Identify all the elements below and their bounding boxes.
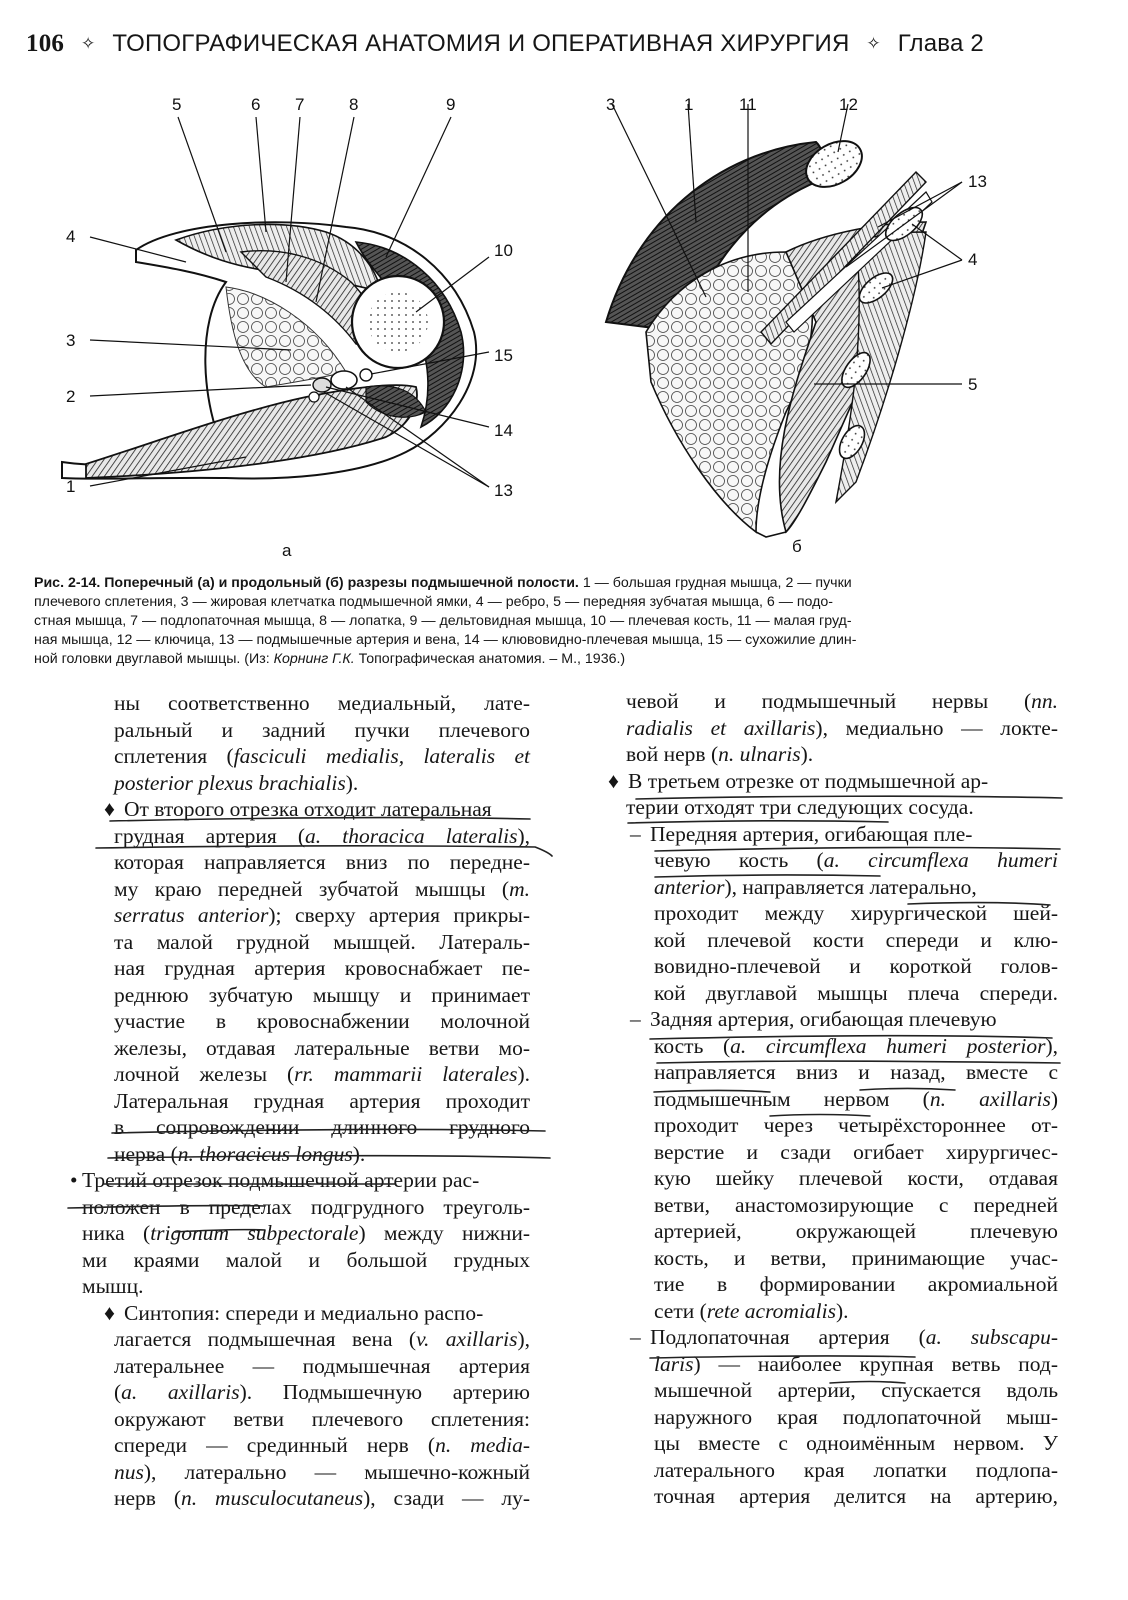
text-line: ♦ От второго отрезка отходит латеральная	[104, 797, 492, 821]
text-line: Латеральная грудная артерия проходит	[114, 1088, 530, 1113]
bullet-dash: –	[630, 1007, 641, 1031]
text-line: реднюю зубчатую мышцу и принимает	[114, 982, 530, 1007]
label-a-4: 4	[66, 227, 76, 246]
text-line: кую шейку плечевой кости, отдавая	[654, 1166, 1058, 1190]
caption-text: ная мышца, 12 — ключица, 13 — подмышечные артерия и вена, 14 — клювовидно-плечевая мышца, 15 — сухожилие длин-	[34, 632, 857, 648]
text-line: serratus anterior); сверху артерия прикры-	[114, 903, 530, 927]
text-line: му краю передней зубчатой мышцы (m.	[114, 876, 530, 901]
bullet-diamond: ♦	[104, 1300, 115, 1325]
text-line: posterior plexus brachialis).	[114, 770, 359, 795]
text-line: ника (trigonum subpectorale) между нижни-	[82, 1221, 531, 1245]
caption-text: 1 — большая грудная мышца, 2 — пучки	[578, 575, 852, 591]
header-separator-2: ✧	[866, 34, 881, 53]
text-line: кость, и ветви, принимающие учас-	[654, 1245, 1058, 1270]
text-line: ми краями малой и большой грудных	[82, 1247, 530, 1272]
text-line: латерального края лопатки подлопа-	[654, 1457, 1058, 1482]
text-line: проходит между хирургической шей-	[654, 901, 1058, 925]
text-line: чевую кость (a. circumflexa humeri	[654, 848, 1058, 872]
text-line: спереди — срединный нерв (n. media-	[114, 1433, 530, 1457]
panel-b-label: б	[792, 537, 802, 556]
text-line: ♦ В третьем отрезке от подмышечной ар-	[608, 768, 989, 793]
text-line: участие в кровоснабжении молочной	[114, 1009, 530, 1033]
text-line: radialis et axillaris), медиально — локте-	[626, 715, 1059, 740]
text-line: мышц.	[82, 1274, 144, 1298]
label-a-15: 15	[494, 346, 513, 365]
text-line: нерв (n. musculocutaneus), сзади — лу-	[114, 1486, 530, 1510]
label-b-4: 4	[968, 250, 978, 269]
panel-a-drawing	[62, 95, 513, 560]
text-line: подмышечным нервом (n. axillaris)	[654, 1086, 1058, 1111]
text-line: anterior), направляется латерально,	[654, 874, 977, 899]
text-line: окружают ветви плечевого сплетения:	[114, 1406, 530, 1431]
bullet-diamond: ♦	[104, 797, 115, 821]
caption-text: стная мышца, 7 — подлопаточная мышца, 8 — лопатка, 9 — дельтовидная мышца, 10 — плечевая кость, 11 — малая груд-	[34, 613, 852, 629]
label-b-11: 11	[739, 95, 757, 114]
text-line: которая направляется вниз по передне-	[114, 850, 530, 874]
text-line: кой двуглавой мышцы плеча спереди.	[654, 980, 1058, 1005]
text-line: кость (a. circumflexa humeri posterior),	[654, 1033, 1059, 1058]
label-b-3: 3	[606, 95, 616, 114]
header-separator: ✧	[80, 34, 96, 53]
text-line: точная артерия делится на артерию,	[654, 1484, 1058, 1508]
text-line: ветви, анастомозирующие с передней	[654, 1192, 1058, 1217]
bullet-dash: –	[630, 821, 641, 846]
label-b-12: 12	[839, 95, 858, 114]
page-number: 106	[26, 30, 65, 57]
caption-author: Корнинг Г.К.	[273, 651, 355, 667]
label-b-5: 5	[968, 375, 978, 394]
text-line: лагается подмышечная вена (v. axillaris),	[114, 1327, 530, 1351]
text-line: вовидно-плечевой и короткой голов-	[654, 954, 1058, 978]
text-line: нерва (n. thoracicus longus).	[114, 1141, 366, 1166]
text-line: верстие и сзади огибает хирургичес-	[654, 1139, 1058, 1164]
text-line: тие в формировании акромиальной	[654, 1272, 1058, 1296]
label-a-6: 6	[251, 95, 261, 114]
text-line: ральный и задний пучки плечевого	[114, 717, 530, 742]
text-line: положен в пределах подгрудного треуголь-	[82, 1194, 530, 1219]
text-line: та малой грудной мышцей. Латераль-	[114, 929, 530, 954]
text-line: грудная артерия (a. thoracica lateralis),	[114, 823, 530, 848]
bullet-dash: –	[630, 1325, 641, 1349]
text-line: кой плечевой кости спереди и клю-	[654, 927, 1058, 952]
label-a-13: 13	[494, 481, 513, 500]
text-line: – Подлопаточная артерия (a. subscapu-	[630, 1325, 1058, 1349]
body-column-right	[608, 688, 1058, 1510]
running-header	[26, 30, 1106, 68]
caption-text: плечевого сплетения, 3 — жировая клетчатка подмышечной ямки, 4 — ребро, 5 — передняя зубчатая мышца, 6 — подо-	[34, 594, 834, 610]
text-line: направляется вниз и назад, вместе с	[654, 1060, 1058, 1084]
text-line: ны соответственно медиальный, лате-	[114, 691, 530, 715]
anatomy-figure	[26, 82, 1106, 572]
chapter-label: Глава 2	[897, 30, 984, 57]
figure-caption	[34, 574, 1074, 669]
label-a-8: 8	[349, 95, 359, 114]
text-line: латеральнее — подмышечная артерия	[114, 1353, 530, 1378]
text-line: ♦ Синтопия: спереди и медиально распо-	[104, 1300, 484, 1325]
text-line: чевой и подмышечный нервы (nn.	[626, 689, 1058, 713]
text-line: – Передняя артерия, огибающая пле-	[630, 821, 973, 846]
bullet-diamond: ♦	[608, 768, 619, 793]
text-line: лочной железы (rr. mammarii laterales).	[114, 1062, 530, 1086]
panel-a-label: а	[282, 541, 292, 560]
caption-title: Рис. 2-14. Поперечный (а) и продольный (б) разрезы подмышечной полости.	[34, 575, 579, 591]
label-b-1: 1	[684, 95, 694, 114]
caption-text: ной головки двуглавой мышцы. (Из:	[34, 651, 274, 667]
text-line: в сопровождении длинного грудного	[114, 1115, 530, 1139]
text-line: вой нерв (n. ulnaris).	[626, 742, 814, 766]
book-title: ТОПОГРАФИЧЕСКАЯ АНАТОМИЯ И ОПЕРАТИВНАЯ ХИРУРГИЯ	[112, 30, 850, 57]
label-a-2: 2	[66, 387, 76, 406]
text-line: сплетения (fasciculi medialis, lateralis et	[114, 744, 530, 768]
label-b-13: 13	[968, 172, 987, 191]
text-line: ная грудная артерия кровоснабжает пе-	[114, 956, 530, 980]
label-a-3: 3	[66, 331, 76, 350]
label-a-14: 14	[494, 421, 513, 440]
caption-text: Топографическая анатомия. – М., 1936.)	[354, 651, 626, 667]
label-a-7: 7	[295, 95, 305, 114]
text-line: мышечной артерии, спускается вдоль	[654, 1378, 1058, 1402]
text-line: laris) — наиболее крупная ветвь под-	[654, 1351, 1058, 1376]
label-a-10: 10	[494, 241, 513, 260]
body-column-left	[70, 690, 530, 1512]
text-line: терии отходят три следующих сосуда.	[626, 795, 974, 819]
bullet-dot: •	[70, 1168, 78, 1192]
text-line: (a. axillaris). Подмышечную артерию	[114, 1380, 530, 1404]
text-line: проходит через четырёхстороннее от-	[654, 1113, 1058, 1137]
text-line: • Третий отрезок подмышечной артерии рас-	[70, 1168, 480, 1192]
text-line: сети (rete acromialis).	[654, 1298, 849, 1323]
text-line: артерией, окружающей плечевую	[654, 1219, 1058, 1243]
text-line: железы, отдавая латеральные ветви мо-	[114, 1035, 530, 1060]
text-line: цы вместе с одноимённым нервом. У	[654, 1431, 1058, 1455]
label-a-9: 9	[446, 95, 456, 114]
figure-drawing	[26, 82, 1106, 572]
text-line: nus), латерально — мышечно-кожный	[114, 1459, 530, 1484]
label-a-1: 1	[66, 477, 76, 496]
label-a-5: 5	[172, 95, 182, 114]
text-line: наружного края подлопаточной мыш-	[654, 1404, 1058, 1429]
panel-b-drawing	[606, 95, 987, 556]
text-line: – Задняя артерия, огибающая плечевую	[630, 1007, 997, 1031]
